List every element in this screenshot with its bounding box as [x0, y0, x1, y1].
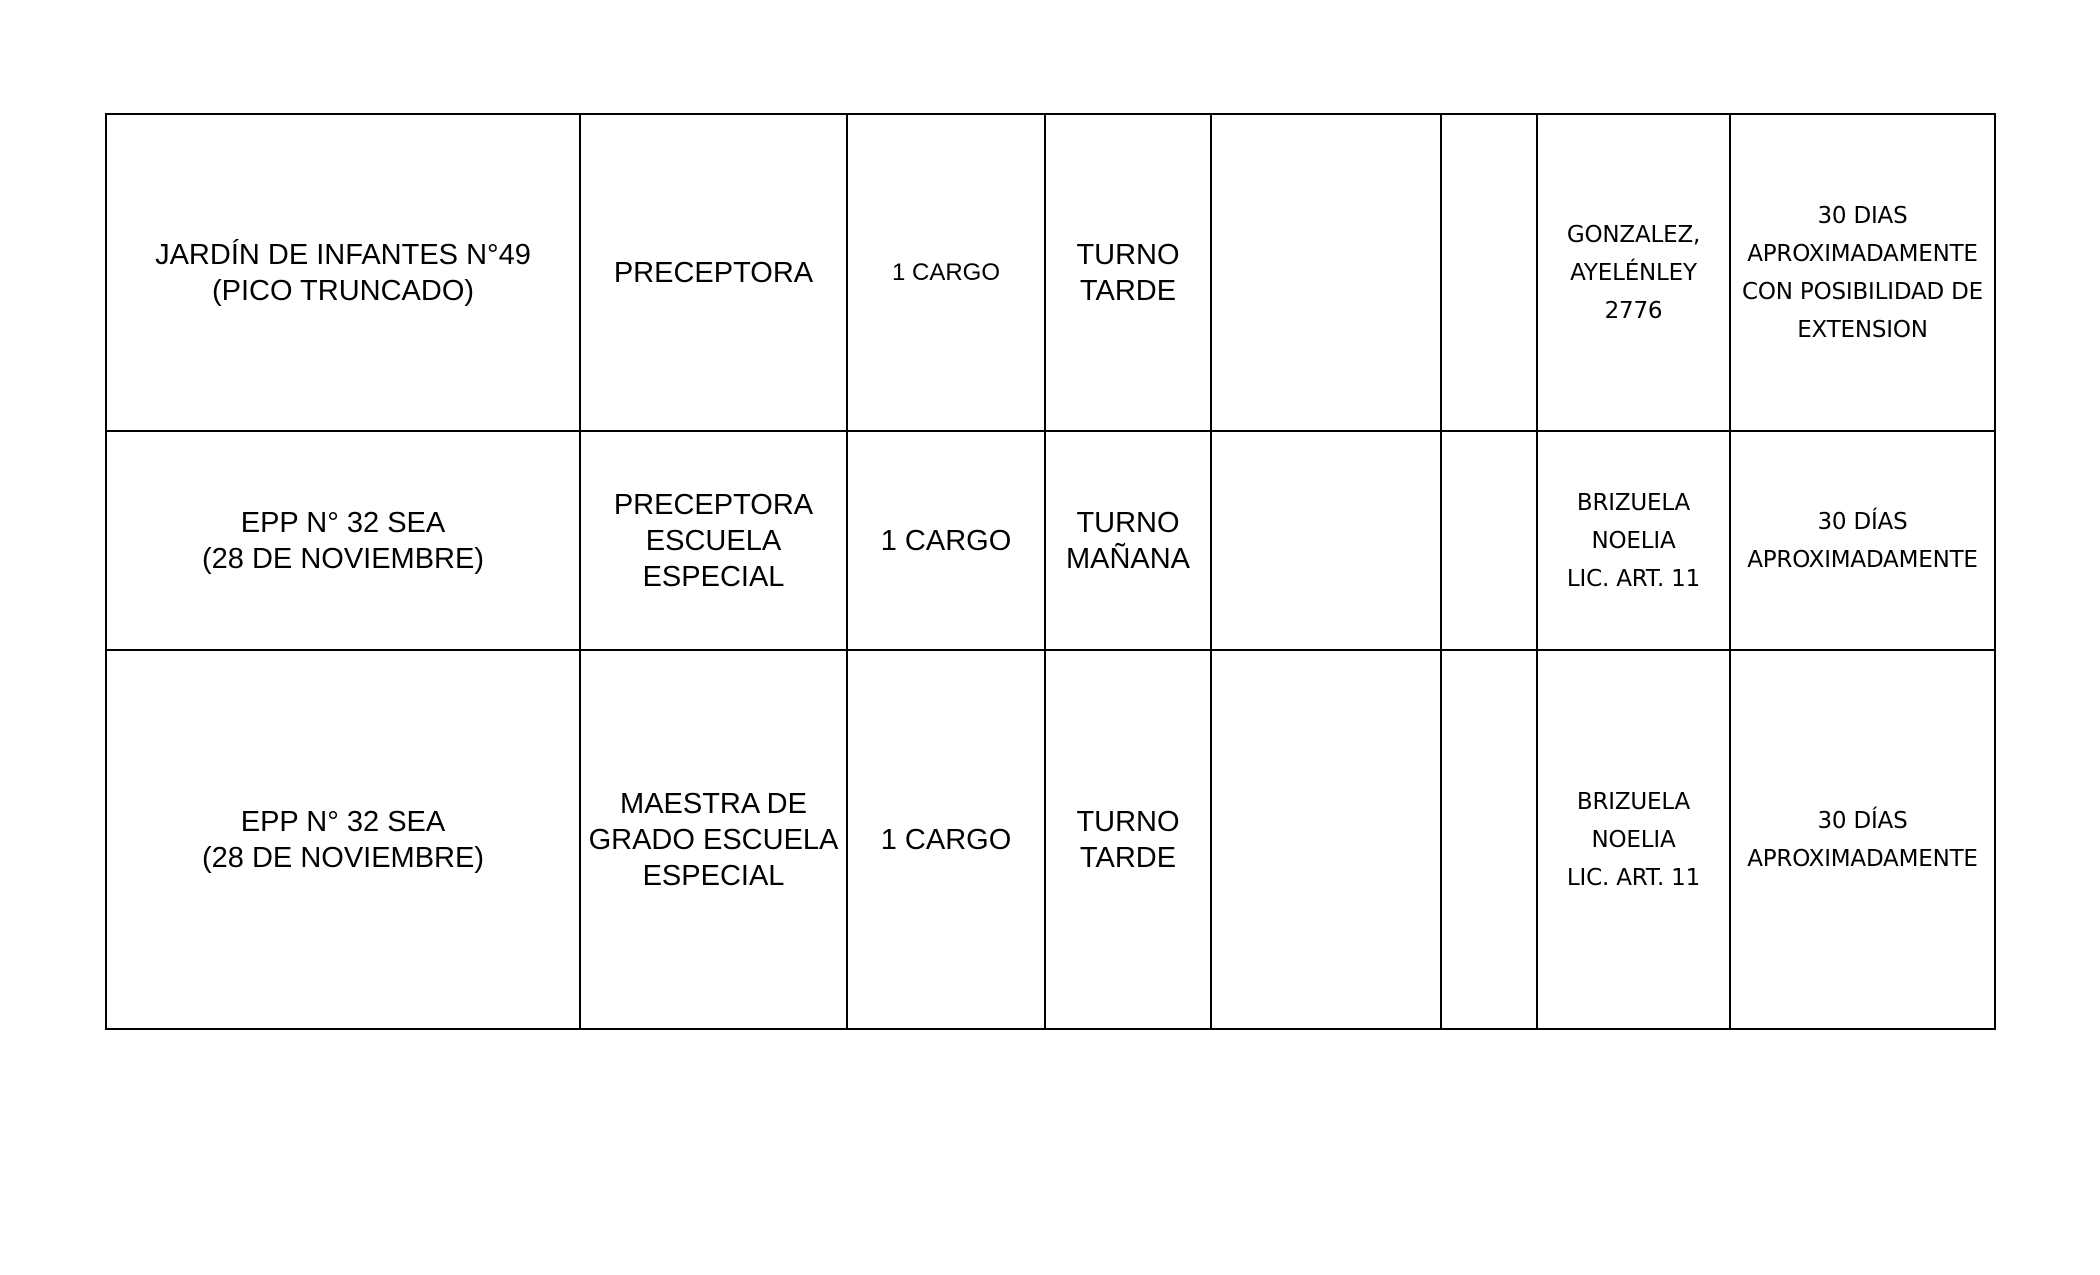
duration-cell: 30 DÍAS APROXIMADAMENTE [1730, 431, 1995, 650]
holder-cell: BRIZUELA NOELIA LIC. ART. 11 [1537, 431, 1730, 650]
table-row [106, 431, 1995, 650]
duration-cell: 30 DÍAS APROXIMADAMENTE [1730, 650, 1995, 1029]
shift-cell: TURNO TARDE [1045, 114, 1211, 431]
holder-cell: GONZALEZ, AYELÉNLEY 2776 [1537, 114, 1730, 431]
empty-cell [1211, 431, 1441, 650]
quantity-cell: 1 CARGO [847, 431, 1045, 650]
duration-cell: 30 DIAS APROXIMADAMENTE CON POSIBILIDAD DE EXTENSION [1730, 114, 1995, 431]
empty-cell [1211, 114, 1441, 431]
empty-cell [1441, 431, 1537, 650]
table-row [106, 650, 1995, 1029]
position-cell: MAESTRA DE GRADO ESCUELA ESPECIAL [580, 650, 847, 1029]
position-cell: PRECEPTORA ESCUELA ESPECIAL [580, 431, 847, 650]
table-row [106, 114, 1995, 431]
shift-cell: TURNO TARDE [1045, 650, 1211, 1029]
quantity-cell: 1 CARGO [847, 114, 1045, 431]
empty-cell [1441, 650, 1537, 1029]
quantity-cell: 1 CARGO [847, 650, 1045, 1029]
school-cell: JARDÍN DE INFANTES N°49 (PICO TRUNCADO) [106, 114, 580, 431]
empty-cell [1441, 114, 1537, 431]
school-cell: EPP N° 32 SEA (28 DE NOVIEMBRE) [106, 431, 580, 650]
vacancy-table [105, 113, 1996, 1030]
shift-cell: TURNO MAÑANA [1045, 431, 1211, 650]
empty-cell [1211, 650, 1441, 1029]
school-cell: EPP N° 32 SEA (28 DE NOVIEMBRE) [106, 650, 580, 1029]
position-cell: PRECEPTORA [580, 114, 847, 431]
holder-cell: BRIZUELA NOELIA LIC. ART. 11 [1537, 650, 1730, 1029]
